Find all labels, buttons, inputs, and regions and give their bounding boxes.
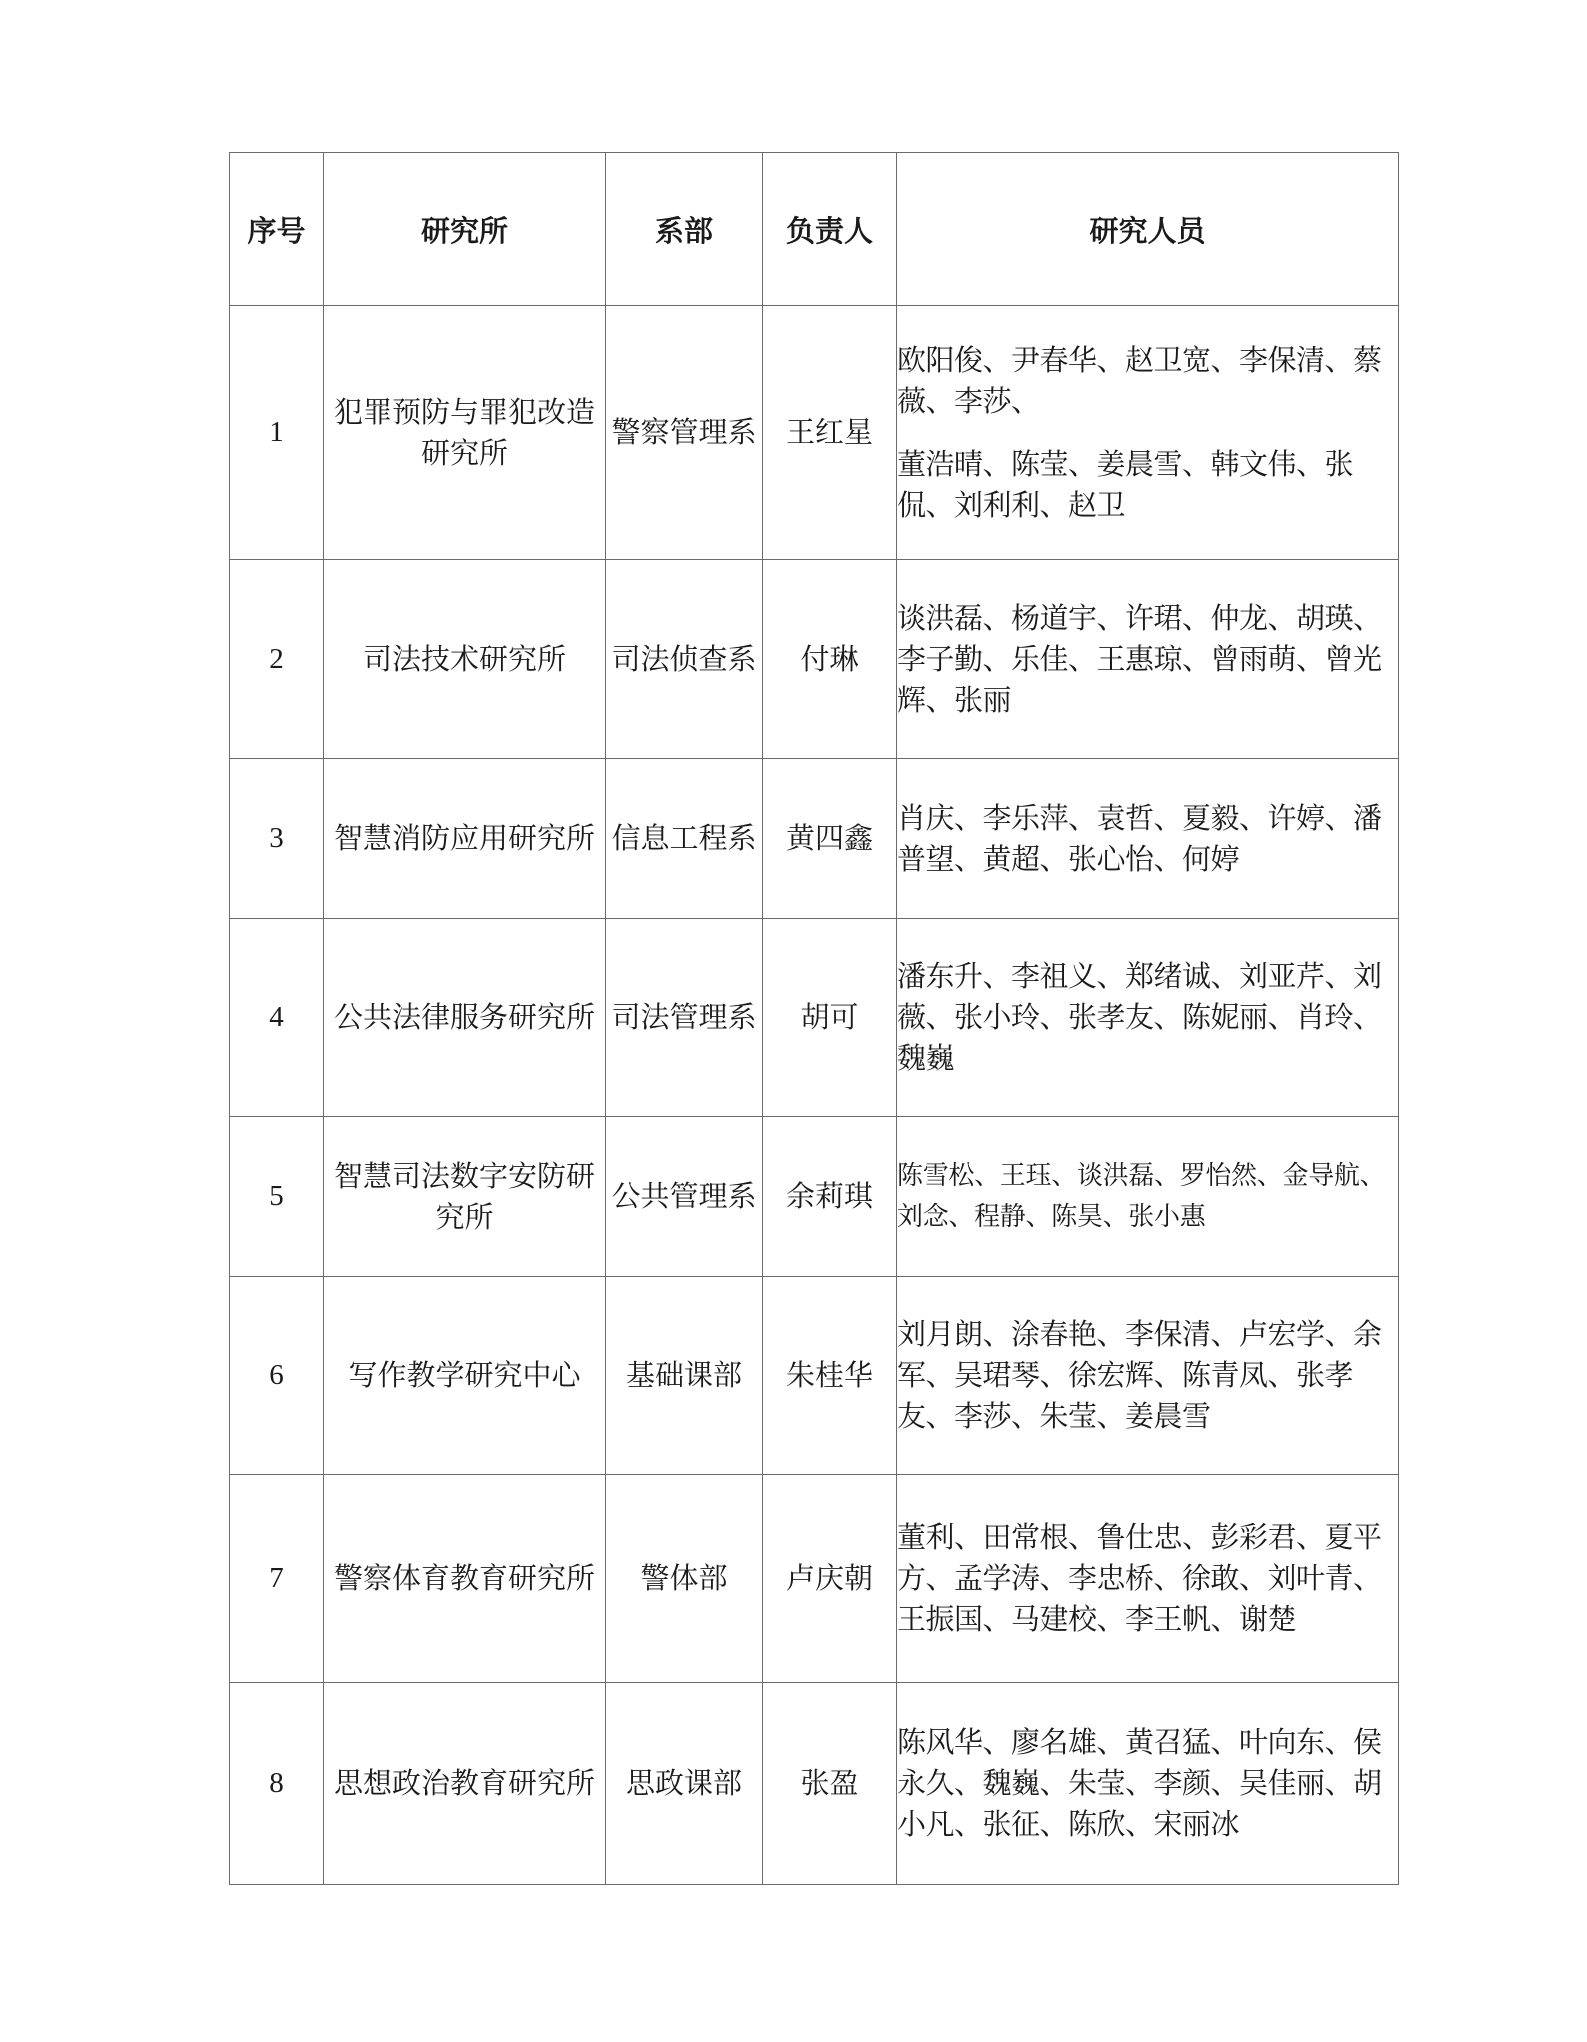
row-institute: 公共法律服务研究所 <box>324 919 606 1117</box>
row-seq: 6 <box>230 1277 324 1475</box>
row-institute: 警察体育教育研究所 <box>324 1475 606 1683</box>
row-staff <box>897 1475 1399 1683</box>
header-staff: 研究人员 <box>897 153 1399 306</box>
row-lead: 朱桂华 <box>763 1277 897 1475</box>
row-seq: 5 <box>230 1117 324 1277</box>
staff-paragraph: 谈洪磊、杨道宇、许珺、仲龙、胡瑛、李子勤、乐佳、王惠琼、曾雨萌、曾光辉、张丽 <box>897 600 1382 717</box>
table-row <box>230 919 1399 1117</box>
staff-paragraph: 董利、田常根、鲁仕忠、彭彩君、夏平方、孟学涛、李忠桥、徐敢、刘叶青、王振国、马建校、李王帆、谢楚 <box>897 1520 1382 1636</box>
staff-paragraph: 陈雪松、王珏、谈洪磊、罗怡然、金导航、刘念、程静、陈昊、张小惠 <box>897 1160 1386 1232</box>
table-row <box>230 1277 1399 1475</box>
row-lead: 卢庆朝 <box>763 1475 897 1683</box>
row-staff <box>897 306 1399 560</box>
staff-paragraph: 肖庆、李乐萍、袁哲、夏毅、许婷、潘普望、黄超、张心怡、何婷 <box>897 800 1382 876</box>
row-staff <box>897 1277 1399 1475</box>
row-department: 警体部 <box>606 1475 763 1683</box>
row-lead: 黄四鑫 <box>763 759 897 919</box>
row-institute: 智慧司法数字安防研究所 <box>324 1117 606 1277</box>
row-institute: 写作教学研究中心 <box>324 1277 606 1475</box>
row-staff <box>897 560 1399 759</box>
row-department: 思政课部 <box>606 1683 763 1885</box>
row-department: 公共管理系 <box>606 1117 763 1277</box>
staff-paragraph: 董浩晴、陈莹、姜晨雪、韩文伟、张侃、刘利利、赵卫 <box>897 446 1354 522</box>
staff-paragraph: 欧阳俊、尹春华、赵卫宽、李保清、蔡薇、李莎、 <box>897 342 1382 418</box>
row-staff <box>897 759 1399 919</box>
row-lead: 余莉琪 <box>763 1117 897 1277</box>
header-department: 系部 <box>606 153 763 306</box>
staff-paragraph: 陈风华、廖名雄、黄召猛、叶向东、侯永久、魏巍、朱莹、李颜、吴佳丽、胡小凡、张征、陈欣、宋丽冰 <box>897 1725 1382 1841</box>
row-lead: 王红星 <box>763 306 897 560</box>
header-seq: 序号 <box>230 153 324 306</box>
row-seq: 7 <box>230 1475 324 1683</box>
row-staff <box>897 919 1399 1117</box>
row-seq: 3 <box>230 759 324 919</box>
header-lead: 负责人 <box>763 153 897 306</box>
header-institute: 研究所 <box>324 153 606 306</box>
row-institute: 智慧消防应用研究所 <box>324 759 606 919</box>
table-row <box>230 560 1399 759</box>
row-lead: 张盈 <box>763 1683 897 1885</box>
row-seq: 4 <box>230 919 324 1117</box>
row-staff <box>897 1117 1399 1277</box>
row-department: 司法管理系 <box>606 919 763 1117</box>
table-row <box>230 1683 1399 1885</box>
row-department: 司法侦查系 <box>606 560 763 759</box>
row-department: 信息工程系 <box>606 759 763 919</box>
table-row <box>230 306 1399 560</box>
row-institute: 司法技术研究所 <box>324 560 606 759</box>
table-row <box>230 1117 1399 1277</box>
row-department: 警察管理系 <box>606 306 763 560</box>
row-lead: 付琳 <box>763 560 897 759</box>
table-row <box>230 759 1399 919</box>
research-institutes-table <box>229 152 1399 1885</box>
row-seq: 8 <box>230 1683 324 1885</box>
table-row <box>230 1475 1399 1683</box>
row-seq: 2 <box>230 560 324 759</box>
staff-paragraph: 刘月朗、涂春艳、李保清、卢宏学、余军、吴珺琴、徐宏辉、陈青凤、张孝友、李莎、朱莹、姜晨雪 <box>897 1317 1382 1433</box>
row-department: 基础课部 <box>606 1277 763 1475</box>
row-institute: 犯罪预防与罪犯改造研究所 <box>324 306 606 560</box>
row-lead: 胡可 <box>763 919 897 1117</box>
row-seq: 1 <box>230 306 324 560</box>
table-header-row <box>230 153 1399 306</box>
row-institute: 思想政治教育研究所 <box>324 1683 606 1885</box>
staff-paragraph: 潘东升、李祖义、郑绪诚、刘亚芹、刘薇、张小玲、张孝友、陈妮丽、肖玲、魏巍 <box>897 959 1382 1075</box>
row-staff <box>897 1683 1399 1885</box>
